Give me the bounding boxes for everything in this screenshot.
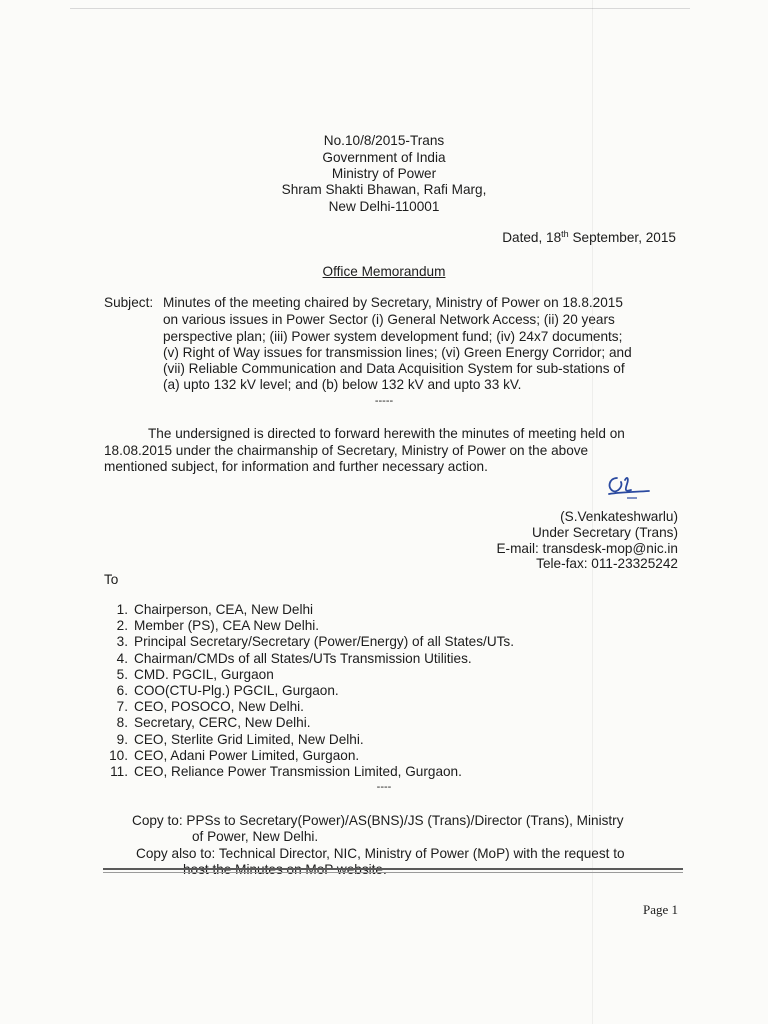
date-prefix: Dated, 18 xyxy=(502,230,562,245)
list-number: 5. xyxy=(116,667,128,682)
list-text: Chairman/CMDs of all States/UTs Transmission Utilities. xyxy=(134,651,472,666)
memo-title: Office Memorandum xyxy=(322,264,446,279)
list-text: Member (PS), CEA New Delhi. xyxy=(134,618,320,633)
copy-also-line-2 xyxy=(183,862,387,878)
list-item xyxy=(100,699,304,714)
list-item xyxy=(100,683,339,698)
list-number: 6. xyxy=(116,683,128,698)
list-number: 8. xyxy=(116,715,128,730)
list-number: 7. xyxy=(116,699,128,714)
list-item xyxy=(100,764,462,779)
list-item xyxy=(100,618,319,633)
signatory-email: E-mail: transdesk-mop@nic.in xyxy=(496,541,678,556)
copy-to-line-2: of Power, New Delhi. xyxy=(192,829,319,844)
list-text: Principal Secretary/Secretary (Power/Energy) of all States/UTs. xyxy=(134,634,515,649)
ministry-line: Ministry of Power xyxy=(331,166,437,181)
date-superscript: th xyxy=(561,229,569,239)
to-label: To xyxy=(104,572,119,587)
list-number: 2. xyxy=(116,618,128,633)
subject-line: (v) Right of Way issues for transmission lines; (vi) Green Energy Corridor; and xyxy=(163,345,632,360)
subject-separator: ----- xyxy=(374,395,394,407)
subject-label: Subject: xyxy=(104,295,154,310)
page-number: Page 1 xyxy=(642,902,678,917)
handwritten-signature xyxy=(603,472,651,502)
subject-line: Minutes of the meeting chaired by Secretary, Ministry of Power on 18.8.2015 xyxy=(163,295,623,310)
copy-to-line-1: Copy to: PPSs to Secretary(Power)/AS(BNS)/JS (Trans)/Director (Trans), Ministry xyxy=(132,813,624,828)
list-number: 9. xyxy=(116,732,128,747)
address-line-1: Shram Shakti Bhawan, Rafi Marg, xyxy=(281,182,487,197)
list-text: CEO, Sterlite Grid Limited, New Delhi. xyxy=(134,732,364,747)
subject-line: perspective plan; (iii) Power system development fund; (iv) 24x7 documents; xyxy=(163,329,623,344)
copy-also-line-1: Copy also to: Technical Director, NIC, Ministry of Power (MoP) with the request to xyxy=(136,846,625,861)
list-item xyxy=(100,667,274,682)
footer-rule xyxy=(103,868,683,870)
list-text: COO(CTU-Plg.) PGCIL, Gurgaon. xyxy=(134,683,339,698)
body-line: mentioned subject, for information and further necessary action. xyxy=(104,459,488,474)
list-item xyxy=(100,748,359,763)
list-text: Secretary, CERC, New Delhi. xyxy=(134,715,311,730)
list-text: CMD. PGCIL, Gurgaon xyxy=(134,667,274,682)
list-item xyxy=(100,634,514,649)
government-line: Government of India xyxy=(322,150,446,165)
signatory-designation: Under Secretary (Trans) xyxy=(531,525,678,540)
list-number: 4. xyxy=(116,651,128,666)
address-line-2: New Delhi-110001 xyxy=(328,199,440,214)
reference-number: No.10/8/2015-Trans xyxy=(323,133,445,148)
date-suffix: September, 2015 xyxy=(568,230,676,245)
list-number: 3. xyxy=(116,634,128,649)
list-text: CEO, POSOCO, New Delhi. xyxy=(134,699,304,714)
body-line: The undersigned is directed to forward herewith the minutes of meeting held on xyxy=(148,426,625,441)
subject-line: (vii) Reliable Communication and Data Acquisition System for sub-stations of xyxy=(163,361,625,376)
date-line xyxy=(502,230,676,245)
signatory-telefax: Tele-fax: 011-23325242 xyxy=(536,556,678,571)
body-line: 18.08.2015 under the chairmanship of Secretary, Ministry of Power on the above xyxy=(104,443,589,458)
subject-line: (a) upto 132 kV level; and (b) below 132 kV and upto 33 kV. xyxy=(163,377,522,392)
list-text: CEO, Adani Power Limited, Gurgaon. xyxy=(134,748,360,763)
list-item xyxy=(100,651,472,666)
signatory-name: (S.Venkateshwarlu) xyxy=(560,509,678,524)
subject-line: on various issues in Power Sector (i) General Network Access; (ii) 20 years xyxy=(163,312,615,327)
list-number: 1. xyxy=(116,602,128,617)
recipients-separator: ---- xyxy=(376,781,392,793)
list-item xyxy=(100,715,311,730)
list-text: CEO, Reliance Power Transmission Limited, Gurgaon. xyxy=(134,764,462,779)
list-item xyxy=(100,602,313,617)
list-number: 10. xyxy=(109,748,128,763)
list-text: Chairperson, CEA, New Delhi xyxy=(134,602,314,617)
scan-edge-line xyxy=(70,8,690,9)
list-number: 11. xyxy=(110,764,128,779)
list-item xyxy=(100,732,364,747)
footer-rule-thin xyxy=(103,872,683,873)
